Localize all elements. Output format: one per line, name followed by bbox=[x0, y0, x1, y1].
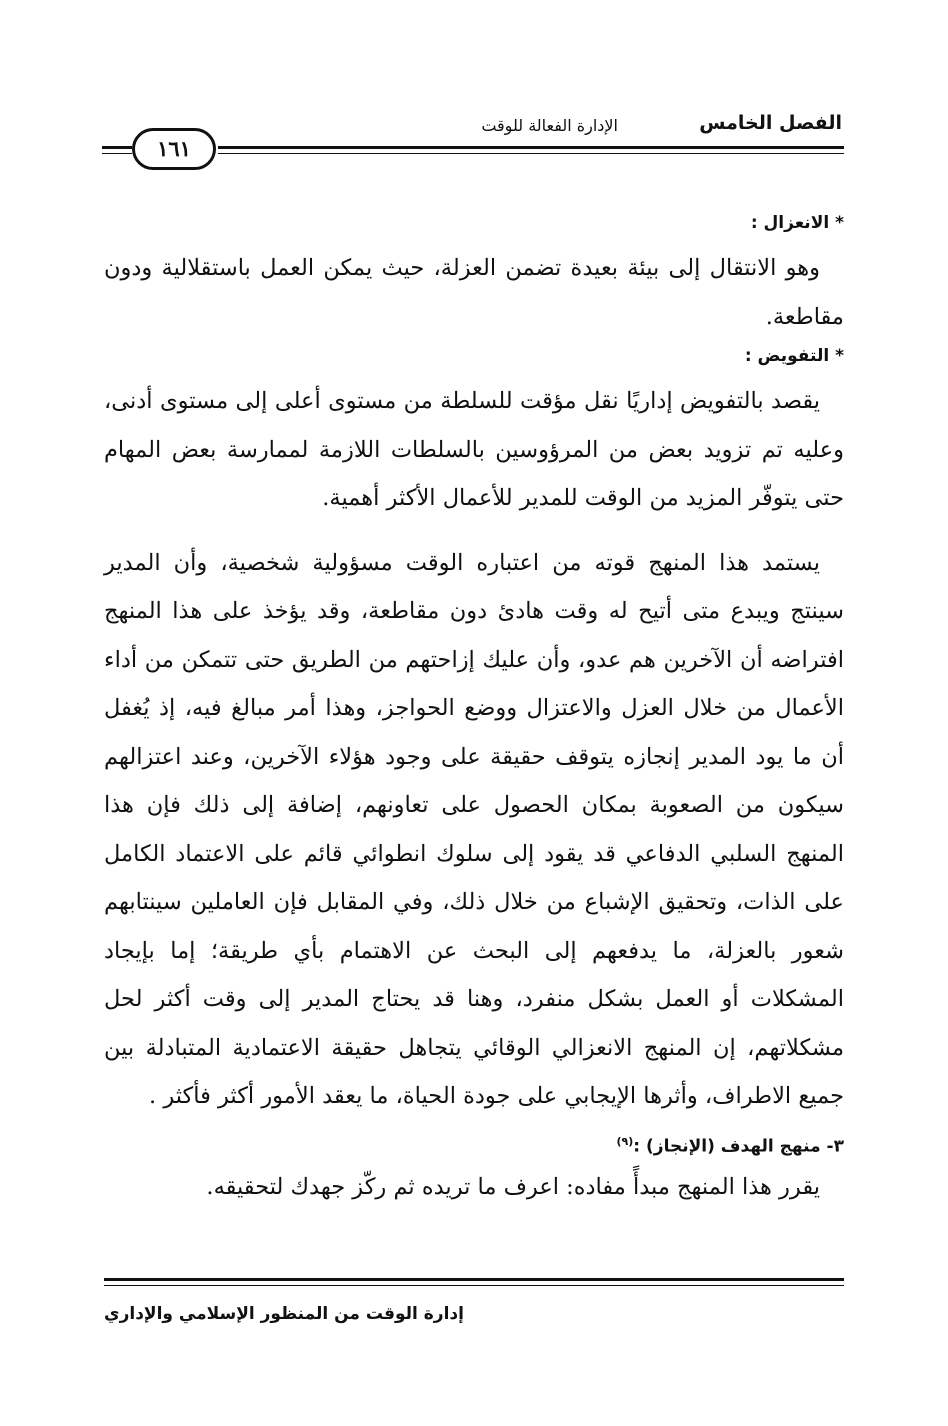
paragraph-delegation: يقصد بالتفويض إداريًا نقل مؤقت للسلطة من مستوى أعلى إلى مستوى أدنى، وعليه تم تزويد بعض من المرؤوسين بالسلطات اللازمة لممارسة بعض المهام حتى يتوفّر المزيد من الوقت للمدير للأعمال الأكثر أهمية. bbox=[104, 388, 844, 511]
footer-rule-thick bbox=[104, 1278, 844, 1281]
section-heading-goal bbox=[104, 1127, 844, 1157]
header-rule-stub-thick bbox=[102, 146, 132, 149]
section-heading-delegation: * التفويض : bbox=[744, 346, 844, 366]
chapter-title: الفصل الخامس bbox=[699, 112, 842, 134]
goal-heading-text: ٣- منهج الهدف (الإنجاز) : bbox=[633, 1136, 844, 1157]
header-rule-stub-thin bbox=[102, 153, 132, 154]
section-heading-isolation: * الانعزال : bbox=[750, 213, 844, 233]
page-number: ١٦١ bbox=[132, 128, 216, 170]
paragraph-isolation: وهو الانتقال إلى بيئة بعيدة تضمن العزلة، حيث يمكن العمل باستقلالية ودون مقاطعة. bbox=[104, 255, 844, 330]
book-title-footer: إدارة الوقت من المنظور الإسلامي والإداري bbox=[104, 1304, 464, 1324]
header-rule-thick bbox=[218, 146, 844, 149]
paragraph-goal: يقرر هذا المنهج مبدأً مفاده: اعرف ما تريده ثم ركّز جهدك لتحقيقه. bbox=[206, 1173, 820, 1200]
running-title: الإدارة الفعالة للوقت bbox=[481, 116, 618, 135]
footnote-reference[interactable]: (٩) bbox=[616, 1134, 634, 1148]
paragraph-discussion: يستمد هذا المنهج قوته من اعتباره الوقت مسؤولية شخصية، وأن المدير سينتج ويبدع متى أتيح له وقت هادئ دون مقاطعة، وقد يؤخذ على هذا المنهج افتراضه أن الآخرين هم عدو، وأن عليك إزاحتهم من الطريق حتى تتمكن من أداء الأعمال من خلال العزل والاعتزال ووضع الحواجز، وهذا أمر مبالغ فيه، إذ يُغفل أن ما يود المدير إنجازه يتوقف حقيقة على وجود هؤلاء الآخرين، وعند اعتزالهم سيكون من الصعوبة بمكان الحصول على تعاونهم، إضافة إلى ذلك فإن هذا المنهج السلبي الدفاعي قد يقود إلى سلوك انطوائي قائم على الاعتماد الكامل على الذات، وتحقيق الإشباع من خلال ذلك، وفي المقابل فإن العاملين سينتابهم شعور بالعزلة، ما يدفعهم إلى البحث عن الاهتمام بأي طريقة؛ إما بإيجاد المشكلات أو العمل بشكل منفرد، وهنا قد يحتاج المدير إلى وقت أكثر لحل مشكلاتهم، إن المنهج الانعزالي الوقائي يتجاهل حقيقة الاعتمادية المتبادلة بين جميع الاطراف، وأثرها الإيجابي على جودة الحياة، ما يعقد الأمور أكثر فأكثر . bbox=[104, 549, 844, 1109]
header-rule-thin bbox=[218, 153, 844, 154]
body-text bbox=[104, 208, 844, 1211]
footer-rule-thin bbox=[104, 1285, 844, 1286]
